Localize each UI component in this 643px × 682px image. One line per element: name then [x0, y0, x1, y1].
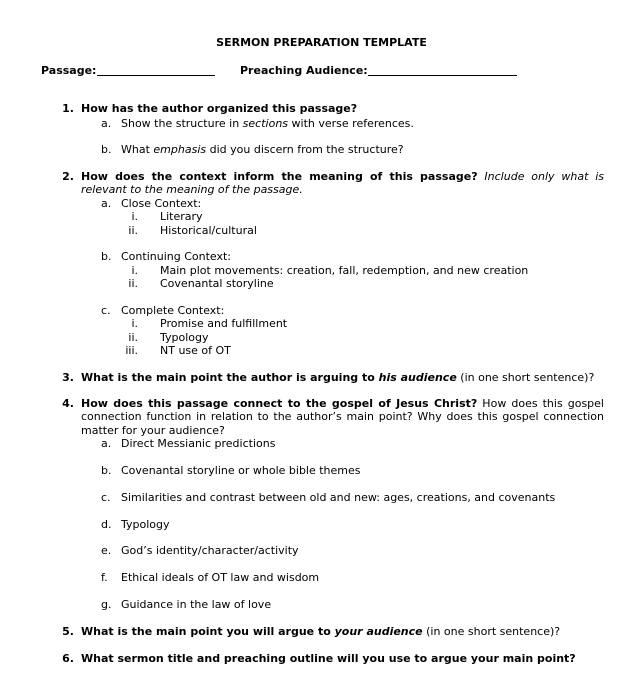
q1-number: 1. — [62, 102, 74, 115]
q4-item-text: Covenantal storyline or whole bible themes — [121, 464, 361, 477]
q2-a-ii-marker: ii. — [128, 224, 138, 237]
q2-c-label: Complete Context: — [121, 304, 225, 317]
q1-a-marker: a. — [101, 117, 112, 130]
passage-label: Passage: — [41, 64, 97, 77]
q4-item-marker: b. — [101, 464, 112, 477]
q2-text: How does the context inform the meaning of this passage? Include only what is relevant to the meaning of the passage. — [81, 170, 604, 197]
q4-item-marker: f. — [101, 571, 108, 584]
q2-a-ii-text: Historical/cultural — [160, 224, 257, 237]
q4-item-marker: g. — [101, 598, 112, 611]
q4-item-text: Direct Messianic predictions — [121, 437, 276, 450]
q4-item-text: Guidance in the law of love — [121, 598, 272, 611]
page-title: SERMON PREPARATION TEMPLATE — [216, 36, 427, 49]
q2-b-marker: b. — [101, 250, 112, 263]
q2-a-i-text: Literary — [160, 210, 203, 223]
q2-b-label: Continuing Context: — [121, 250, 231, 263]
q2-c-i-marker: i. — [131, 317, 138, 330]
q2-b-ii-text: Covenantal storyline — [160, 277, 274, 290]
q2-c-ii-marker: ii. — [128, 331, 138, 344]
q6-text: What sermon title and preaching outline will you use to argue your main point? — [81, 652, 576, 665]
q1-b-text: What emphasis did you discern from the structure? — [121, 143, 404, 156]
q4-item-marker: e. — [101, 544, 112, 557]
q4-item-marker: a. — [101, 437, 112, 450]
q2-a-label: Close Context: — [121, 197, 202, 210]
q2-b-i-marker: i. — [131, 264, 138, 277]
q2-c-marker: c. — [101, 304, 111, 317]
q6-number: 6. — [62, 652, 74, 665]
q4-item-marker: d. — [101, 518, 112, 531]
q2-a-i-marker: i. — [131, 210, 138, 223]
q3-number: 3. — [62, 371, 74, 384]
q2-b-ii-marker: ii. — [128, 277, 138, 290]
audience-field-line[interactable] — [368, 63, 517, 76]
q1-b-marker: b. — [101, 143, 112, 156]
q4-item-marker: c. — [101, 491, 111, 504]
q5-number: 5. — [62, 625, 74, 638]
q2-c-i-text: Promise and fulfillment — [160, 317, 288, 330]
q2-c-iii-marker: iii. — [125, 344, 138, 357]
q2-b-i-text: Main plot movements: creation, fall, redemption, and new creation — [160, 264, 529, 277]
q2-a-marker: a. — [101, 197, 112, 210]
q3-text: What is the main point the author is arguing to his audience (in one short sentence)? — [81, 371, 595, 384]
q1-a-text: Show the structure in sections with verse references. — [121, 117, 414, 130]
q2-number: 2. — [62, 170, 74, 183]
q4-item-text: Typology — [121, 518, 170, 531]
q4-text: How does this passage connect to the gospel of Jesus Christ? How does this gospel connection function in relation to the author’s main point? Why does this gospel connection matter for your audience? — [81, 397, 604, 437]
q2-c-iii-text: NT use of OT — [160, 344, 231, 357]
q4-item-text: God’s identity/character/activity — [121, 544, 299, 557]
q4-number: 4. — [62, 397, 74, 410]
q4-item-text: Similarities and contrast between old and new: ages, creations, and covenants — [121, 491, 556, 504]
q5-text: What is the main point you will argue to your audience (in one short sentence)? — [81, 625, 561, 638]
passage-field-line[interactable] — [97, 63, 215, 76]
q4-item-text: Ethical ideals of OT law and wisdom — [121, 571, 320, 584]
q1-text: How has the author organized this passage? — [81, 102, 358, 115]
audience-label: Preaching Audience: — [240, 64, 368, 77]
q2-c-ii-text: Typology — [160, 331, 209, 344]
